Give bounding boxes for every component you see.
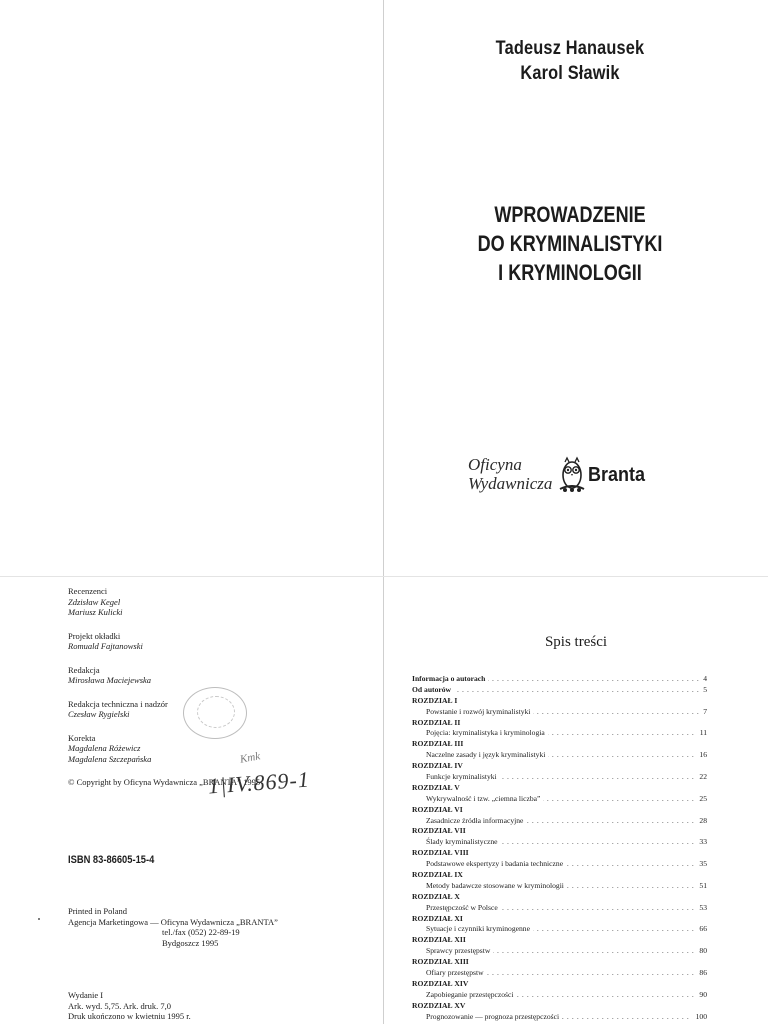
toc-chapter-heading xyxy=(412,957,707,968)
toc-entry xyxy=(412,728,707,739)
toc-chapter-heading xyxy=(412,805,707,816)
page-spine xyxy=(383,0,384,1024)
edition-info xyxy=(68,990,191,1022)
toc-entry-text: ROZDZIAŁ XV xyxy=(412,1001,468,1010)
edition-number: Wydanie I xyxy=(68,990,104,1000)
toc-entry xyxy=(412,903,707,914)
toc-entry-text: ROZDZIAŁ IX xyxy=(412,870,466,879)
toc-entry xyxy=(412,837,707,848)
toc-chapter-heading xyxy=(412,979,707,990)
table-of-contents xyxy=(412,674,707,1023)
editor-label: Redakcja xyxy=(68,664,100,675)
toc-entry-text: Przestępczość w Polsce xyxy=(412,903,501,912)
title-line-3: I KRYMINOLOGII xyxy=(498,260,642,285)
toc-entry-text: Naczelne zasady i język kryminalistyki xyxy=(412,750,548,759)
publisher-brand: Branta xyxy=(588,464,646,486)
toc-page-number: 11 xyxy=(696,728,707,739)
toc-entry xyxy=(412,946,707,957)
toc-page-number: 16 xyxy=(695,750,707,761)
scan-speck xyxy=(38,918,40,920)
toc-chapter-heading xyxy=(412,935,707,946)
cover-design-label: Projekt okładki xyxy=(68,630,121,641)
toc-page-number: 86 xyxy=(695,968,707,979)
proofreader-name: Magdalena Szczepańska xyxy=(68,753,152,764)
toc-entry-text: Metody badawcze stosowane w kryminologii xyxy=(412,881,567,890)
toc-page-number: 53 xyxy=(695,903,707,914)
toc-entry-text: Sytuacje i czynniki kryminogenne xyxy=(412,924,533,933)
toc-entry xyxy=(412,794,707,805)
toc-entry-text: Wykrywalność i tzw. „ciemna liczba” xyxy=(412,794,543,803)
handwritten-catalog-number: 1|IV.869-1 xyxy=(207,766,311,799)
toc-entry-text: ROZDZIAŁ VII xyxy=(412,826,469,835)
toc-entry-text: ROZDZIAŁ III xyxy=(412,739,466,748)
toc-chapter-heading xyxy=(412,826,707,837)
cover-designer-name: Romuald Fajtanowski xyxy=(68,641,143,651)
toc-entry xyxy=(412,1012,707,1023)
printing-info xyxy=(68,906,368,948)
toc-entry-text: Sprawcy przestępstw xyxy=(412,946,493,955)
toc-page-number: 33 xyxy=(695,837,707,848)
cover-design-block xyxy=(68,631,368,652)
toc-entry-text: ROZDZIAŁ XI xyxy=(412,914,466,923)
toc-page-number: 28 xyxy=(695,816,707,827)
proofreader-name: Magdalena Różewicz xyxy=(68,743,141,753)
toc-entry xyxy=(412,772,707,783)
toc-entry xyxy=(412,881,707,892)
toc-entry-text: Zapobieganie przestępczości xyxy=(412,990,517,999)
toc-page-number: 80 xyxy=(695,946,707,957)
toc-chapter-heading xyxy=(412,914,707,925)
toc-chapter-heading xyxy=(412,848,707,859)
reviewers-label: Recenzenci xyxy=(68,586,108,596)
toc-entry-text: Funkcje kryminalistyki xyxy=(412,772,500,781)
toc-entry-text: ROZDZIAŁ V xyxy=(412,783,463,792)
toc-entry xyxy=(412,859,707,870)
publisher-city: Bydgoszcz 1995 xyxy=(162,937,219,948)
sheet-counts: Ark. wyd. 5,75. Ark. druk. 7,0 xyxy=(68,1000,171,1011)
publisher-name xyxy=(468,455,552,493)
reviewer-name: Mariusz Kulicki xyxy=(68,607,123,617)
book-title xyxy=(400,200,740,287)
toc-entry-text: ROZDZIAŁ II xyxy=(412,718,463,727)
editor-block xyxy=(68,665,368,686)
toc-chapter-heading xyxy=(412,761,707,772)
toc-entry-text: Pojęcia: kryminalistyka i kryminologia xyxy=(412,728,548,737)
author-1: Tadeusz Hanausek xyxy=(495,38,645,59)
toc-entry xyxy=(412,968,707,979)
toc-chapter-heading xyxy=(412,870,707,881)
toc-page-number: 7 xyxy=(699,707,707,718)
tech-editor-label: Redakcja techniczna i nadzór xyxy=(68,698,168,709)
publisher-phone: tel./fax (052) 22-89-19 xyxy=(162,927,240,937)
author-2: Karol Sławik xyxy=(520,63,620,84)
toc-page-number: 35 xyxy=(695,859,707,870)
toc-entry-text: Ślady kryminalistyczne xyxy=(412,837,501,846)
toc-entry-text: ROZDZIAŁ VIII xyxy=(412,848,472,857)
printed-in: Printed in Poland xyxy=(68,906,128,916)
toc-entry-text: ROZDZIAŁ XIII xyxy=(412,957,472,966)
toc-entry-text: Zasadnicze źródła informacyjne xyxy=(412,816,526,825)
toc-entry-text: ROZDZIAŁ VI xyxy=(412,805,466,814)
toc-chapter-heading xyxy=(412,718,707,729)
toc-entry-text: ROZDZIAŁ X xyxy=(412,892,463,901)
toc-chapter-heading xyxy=(412,892,707,903)
copyright-line: © Copyright by Oficyna Wydawnicza „BRANTA” 1995 xyxy=(68,777,261,787)
toc-page-number: 66 xyxy=(695,924,707,935)
publisher-line-2: Wydawnicza xyxy=(468,474,553,493)
reviewers-block xyxy=(68,586,368,618)
toc-entry-text: Powstanie i rozwój kryminalistyki xyxy=(412,707,533,716)
toc-entry-text: Od autorów xyxy=(412,685,454,694)
authors xyxy=(430,36,710,86)
toc-page-number: 22 xyxy=(695,772,707,783)
handwritten-mark: Kmk xyxy=(239,750,262,766)
owl-icon xyxy=(556,455,588,493)
isbn: ISBN 83-86605-15-4 xyxy=(68,854,155,866)
toc-chapter-heading xyxy=(412,1001,707,1012)
toc-entry xyxy=(412,816,707,827)
title-line-2: DO KRYMINALISTYKI xyxy=(477,231,663,256)
editor-name: Mirosława Maciejewska xyxy=(68,675,152,685)
toc-page-number: 4 xyxy=(699,674,707,685)
toc-entry xyxy=(412,685,707,696)
toc-entry-text: ROZDZIAŁ XIV xyxy=(412,979,471,988)
page-divider xyxy=(0,576,768,577)
toc-entry-text: Prognozowanie — prognoza przestępczości xyxy=(412,1012,562,1021)
toc-chapter-heading xyxy=(412,739,707,750)
toc-entry-text: ROZDZIAŁ IV xyxy=(412,761,466,770)
toc-entry-text: ROZDZIAŁ I xyxy=(412,696,460,705)
toc-page-number: 25 xyxy=(695,794,707,805)
title-line-1: WPROWADZENIE xyxy=(494,202,646,227)
toc-page-number: 90 xyxy=(695,990,707,1001)
toc-entry-text: Ofiary przestępstw xyxy=(412,968,487,977)
toc-entry xyxy=(412,924,707,935)
reviewer-name: Zdzisław Kegel xyxy=(68,596,121,607)
tech-editor-name: Czesław Rygielski xyxy=(68,709,130,719)
toc-entry xyxy=(412,750,707,761)
library-stamp-inner xyxy=(197,696,235,728)
toc-entry xyxy=(412,990,707,1001)
toc-entry-text: Informacja o autorach xyxy=(412,674,488,683)
toc-entry-text: Podstawowe ekspertyzy i badania techniczne xyxy=(412,859,566,868)
proofreading-label: Korekta xyxy=(68,732,96,743)
publisher-line-1: Oficyna xyxy=(468,455,522,474)
toc-page-number: 100 xyxy=(692,1012,707,1023)
toc-entry xyxy=(412,674,707,685)
toc-entry xyxy=(412,707,707,718)
toc-page-number: 51 xyxy=(695,881,707,892)
toc-title: Spis treści xyxy=(544,634,608,650)
agency-line: Agencja Marketingowa — Oficyna Wydawnicza „BRANTA” xyxy=(68,916,278,927)
toc-chapter-heading xyxy=(412,783,707,794)
toc-chapter-heading xyxy=(412,696,707,707)
print-finished: Druk ukończono w kwietniu 1995 r. xyxy=(68,1011,191,1021)
toc-page-number: 5 xyxy=(699,685,707,696)
toc-entry-text: ROZDZIAŁ XII xyxy=(412,935,469,944)
publisher-logo xyxy=(468,455,698,500)
